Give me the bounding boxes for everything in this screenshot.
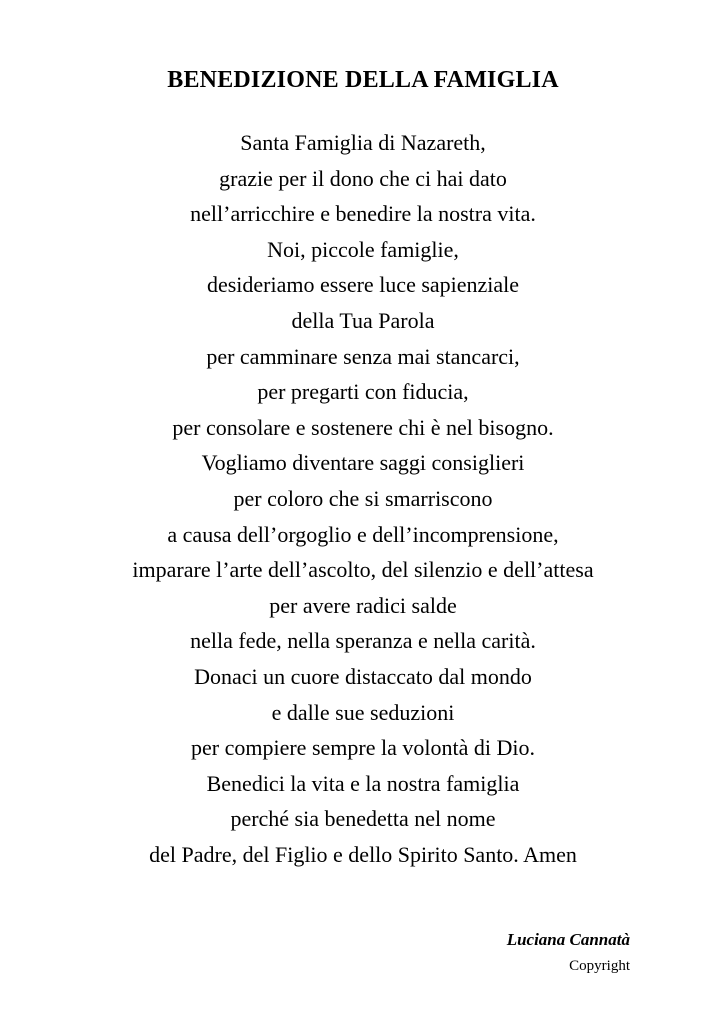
prayer-line: e dalle sue seduzioni bbox=[271, 699, 455, 725]
prayer-line: per consolare e sostenere chi è nel bisogno. bbox=[172, 414, 554, 440]
prayer-text bbox=[0, 125, 726, 872]
prayer-line: nella fede, nella speranza e nella carità. bbox=[190, 628, 536, 654]
prayer-line: per camminare senza mai stancarci, bbox=[206, 343, 520, 369]
prayer-line: perché sia benedetta nel nome bbox=[230, 806, 496, 832]
prayer-line: Donaci un cuore distaccato dal mondo bbox=[194, 663, 532, 689]
prayer-line: del Padre, del Figlio e dello Spirito Santo. Amen bbox=[149, 841, 577, 867]
prayer-line: per avere radici salde bbox=[269, 592, 457, 618]
prayer-line: Noi, piccole famiglie, bbox=[267, 236, 459, 262]
prayer-line: a causa dell’orgoglio e dell’incomprensione, bbox=[167, 521, 559, 547]
prayer-line: desideriamo essere luce sapienziale bbox=[206, 272, 520, 298]
prayer-line: Vogliamo diventare saggi consiglieri bbox=[201, 450, 525, 476]
prayer-line: grazie per il dono che ci hai dato bbox=[219, 165, 507, 191]
prayer-line: nell’arricchire e benedire la nostra vita. bbox=[190, 201, 536, 227]
author-name: Luciana Cannatà bbox=[506, 930, 630, 949]
prayer-line: per compiere sempre la volontà di Dio. bbox=[191, 735, 535, 761]
prayer-line: per pregarti con fiducia, bbox=[257, 379, 469, 405]
prayer-line: per coloro che si smarriscono bbox=[233, 485, 493, 511]
prayer-line: Benedici la vita e la nostra famiglia bbox=[206, 770, 520, 796]
prayer-line: Santa Famiglia di Nazareth, bbox=[240, 130, 486, 155]
copyright-notice: Copyright bbox=[569, 958, 630, 974]
page-title: BENEDIZIONE DELLA FAMIGLIA bbox=[167, 67, 559, 93]
prayer-line: della Tua Parola bbox=[291, 307, 435, 333]
prayer-line: imparare l’arte dell’ascolto, del silenzio e dell’attesa bbox=[132, 557, 594, 583]
